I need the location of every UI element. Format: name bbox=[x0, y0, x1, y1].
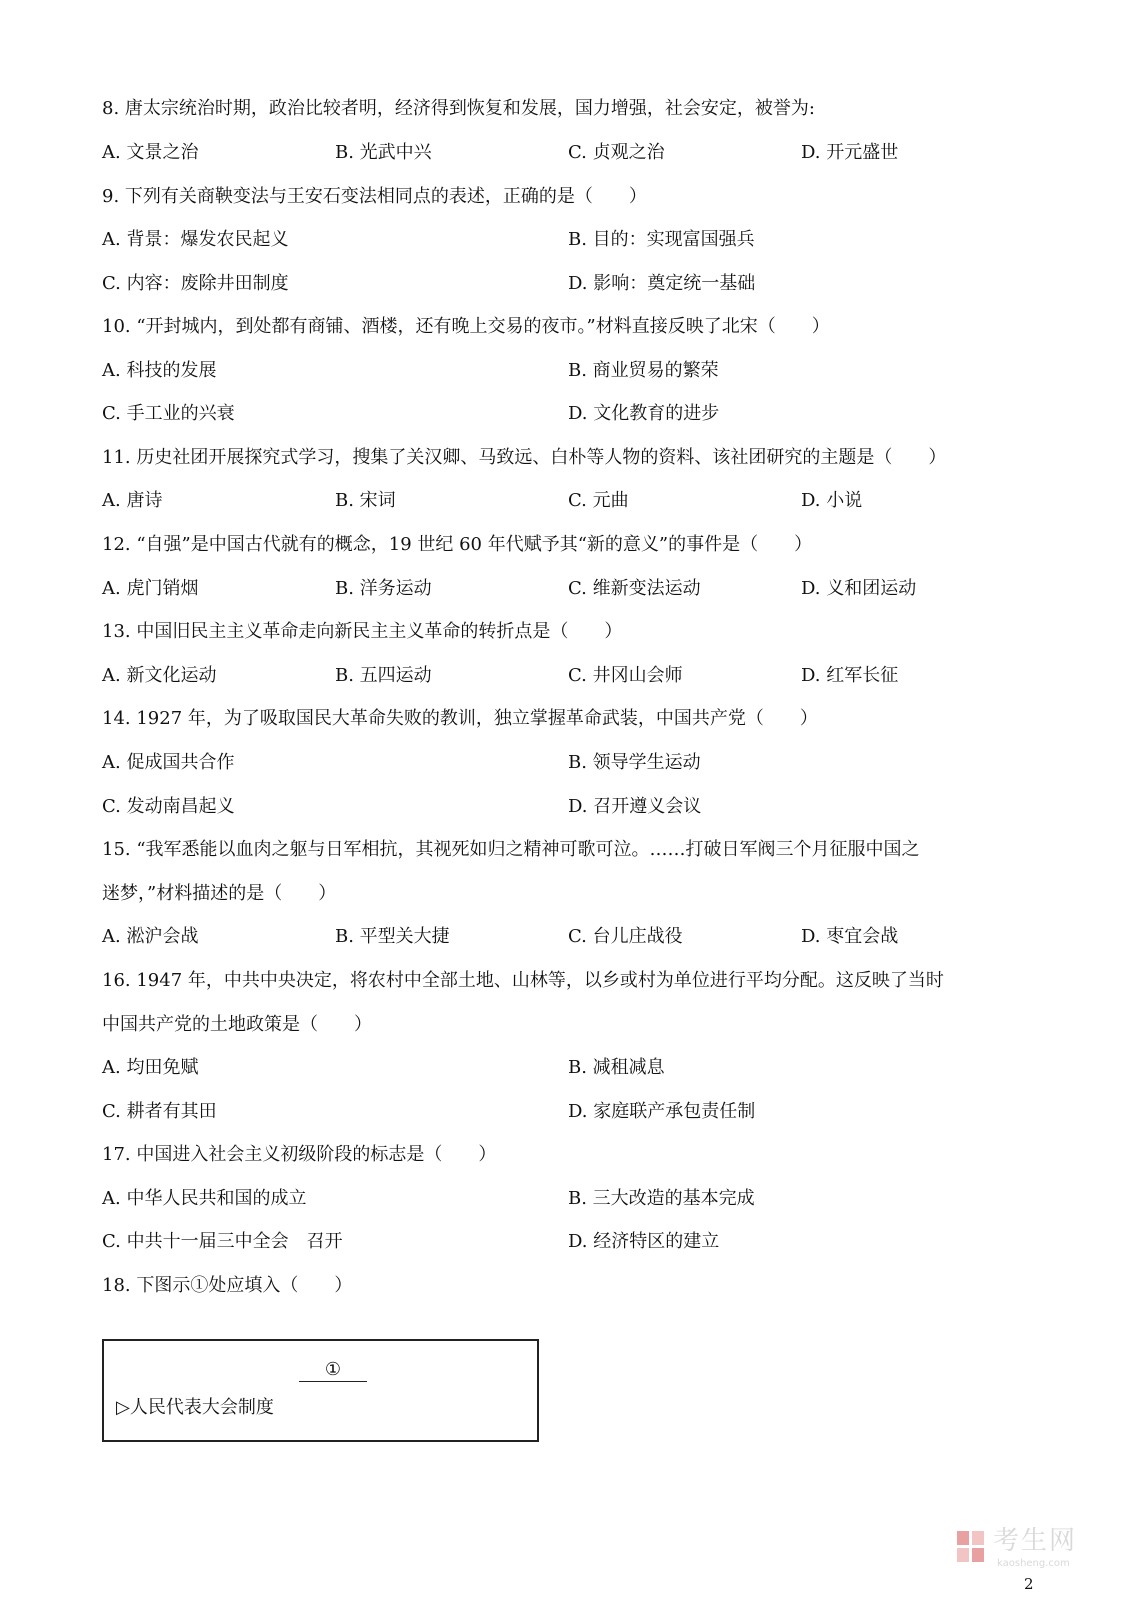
question-13-stem: 13. 中国旧民主主义革命走向新民主主义革命的转折点是（ ） bbox=[102, 621, 623, 642]
question-12-stem: 12. “自强”是中国古代就有的概念，19 世纪 60 年代赋予其“新的意义”的事件是（ ） bbox=[102, 534, 813, 555]
question-9-option-b: B. 目的：实现富国强兵 bbox=[568, 229, 755, 250]
question-14-option-d: D. 召开遵义会议 bbox=[568, 796, 702, 817]
question-15-option-d: D. 枣宜会战 bbox=[801, 926, 899, 947]
question-11-option-a: A. 唐诗 bbox=[102, 490, 163, 511]
question-9-option-a: A. 背景：爆发农民起义 bbox=[102, 229, 289, 250]
question-16-option-b: B. 减租减息 bbox=[568, 1057, 665, 1078]
question-13-option-b: B. 五四运动 bbox=[335, 665, 432, 686]
watermark-name: 考生网 bbox=[993, 1526, 1078, 1556]
question-10-option-d: D. 文化教育的进步 bbox=[568, 403, 720, 424]
question-14-option-a: A. 促成国共合作 bbox=[102, 752, 235, 773]
question-13-option-a: A. 新文化运动 bbox=[102, 665, 217, 686]
question-14-option-b: B. 领导学生运动 bbox=[568, 752, 701, 773]
question-9-stem: 9. 下列有关商鞅变法与王安石变法相同点的表述，正确的是（ ） bbox=[102, 186, 647, 207]
question-15-option-a: A. 淞沪会战 bbox=[102, 926, 199, 947]
question-9-option-c: C. 内容：废除井田制度 bbox=[102, 273, 289, 294]
question-11-option-c: C. 元曲 bbox=[568, 490, 629, 511]
question-12-option-a: A. 虎门销烟 bbox=[102, 578, 199, 599]
question-11-option-b: B. 宋词 bbox=[335, 490, 396, 511]
question-17-option-d: D. 经济特区的建立 bbox=[568, 1231, 720, 1252]
question-16-stem-continued: 中国共产党的土地政策是（ ） bbox=[102, 1014, 372, 1035]
question-17-option-b: B. 三大改造的基本完成 bbox=[568, 1188, 755, 1209]
question-8-option-a: A. 文景之治 bbox=[102, 142, 199, 163]
figure-text: ▷人民代表大会制度 bbox=[116, 1397, 274, 1418]
question-16-stem: 16. 1947 年，中共中央决定，将农村中全部土地、山林等，以乡或村为单位进行平均分配。这反映了当时 bbox=[102, 970, 944, 991]
question-17-option-c: C. 中共十一届三中全会 召开 bbox=[102, 1231, 343, 1252]
question-8-stem: 8. 唐太宗统治时期，政治比较者明，经济得到恢复和发展，国力增强，社会安定，被誉为: bbox=[102, 98, 815, 119]
question-10-option-b: B. 商业贸易的繁荣 bbox=[568, 360, 719, 381]
question-16-option-d: D. 家庭联产承包责任制 bbox=[568, 1101, 756, 1122]
question-8-option-c: C. 贞观之治 bbox=[568, 142, 665, 163]
page-number: 2 bbox=[1024, 1575, 1034, 1593]
question-12-option-d: D. 义和团运动 bbox=[801, 578, 917, 599]
question-12-option-b: B. 洋务运动 bbox=[335, 578, 432, 599]
question-17-stem: 17. 中国进入社会主义初级阶段的标志是（ ） bbox=[102, 1144, 497, 1165]
watermark bbox=[955, 1525, 1120, 1573]
watermark-url: kaosheng.com bbox=[997, 1558, 1070, 1569]
question-15-stem-continued: 迷梦，”材料描述的是（ ） bbox=[102, 883, 337, 904]
question-18-figure bbox=[102, 1339, 539, 1442]
question-18-stem: 18. 下图示①处应填入（ ） bbox=[102, 1275, 353, 1296]
kaosheng-logo-icon bbox=[955, 1529, 987, 1565]
question-16-option-a: A. 均田免赋 bbox=[102, 1057, 199, 1078]
question-8-option-d: D. 开元盛世 bbox=[801, 142, 899, 163]
question-13-option-d: D. 红军长征 bbox=[801, 665, 899, 686]
question-10-option-c: C. 手工业的兴衰 bbox=[102, 403, 235, 424]
question-11-option-d: D. 小说 bbox=[801, 490, 863, 511]
question-15-option-c: C. 台儿庄战役 bbox=[568, 926, 683, 947]
question-14-option-c: C. 发动南昌起义 bbox=[102, 796, 235, 817]
question-12-option-c: C. 维新变法运动 bbox=[568, 578, 701, 599]
question-16-option-c: C. 耕者有其田 bbox=[102, 1101, 217, 1122]
question-15-stem: 15. “我军悉能以血肉之躯与日军相抗，其视死如归之精神可歌可泣。……打破日军阀三个月征服中国之 bbox=[102, 839, 920, 860]
question-17-option-a: A. 中华人民共和国的成立 bbox=[102, 1188, 307, 1209]
question-14-stem: 14. 1927 年，为了吸取国民大革命失败的教训，独立掌握革命武装，中国共产党（ ） bbox=[102, 708, 818, 729]
question-8-option-b: B. 光武中兴 bbox=[335, 142, 432, 163]
figure-blank-marker: ① bbox=[299, 1359, 367, 1382]
question-10-option-a: A. 科技的发展 bbox=[102, 360, 217, 381]
question-11-stem: 11. 历史社团开展探究式学习，搜集了关汉卿、马致远、白朴等人物的资料、该社团研究的主题是（ ） bbox=[102, 447, 947, 468]
question-10-stem: 10. “开封城内，到处都有商铺、酒楼，还有晚上交易的夜市。”材料直接反映了北宋（ ） bbox=[102, 316, 830, 337]
question-9-option-d: D. 影响：奠定统一基础 bbox=[568, 273, 756, 294]
question-15-option-b: B. 平型关大捷 bbox=[335, 926, 450, 947]
question-13-option-c: C. 井冈山会师 bbox=[568, 665, 683, 686]
